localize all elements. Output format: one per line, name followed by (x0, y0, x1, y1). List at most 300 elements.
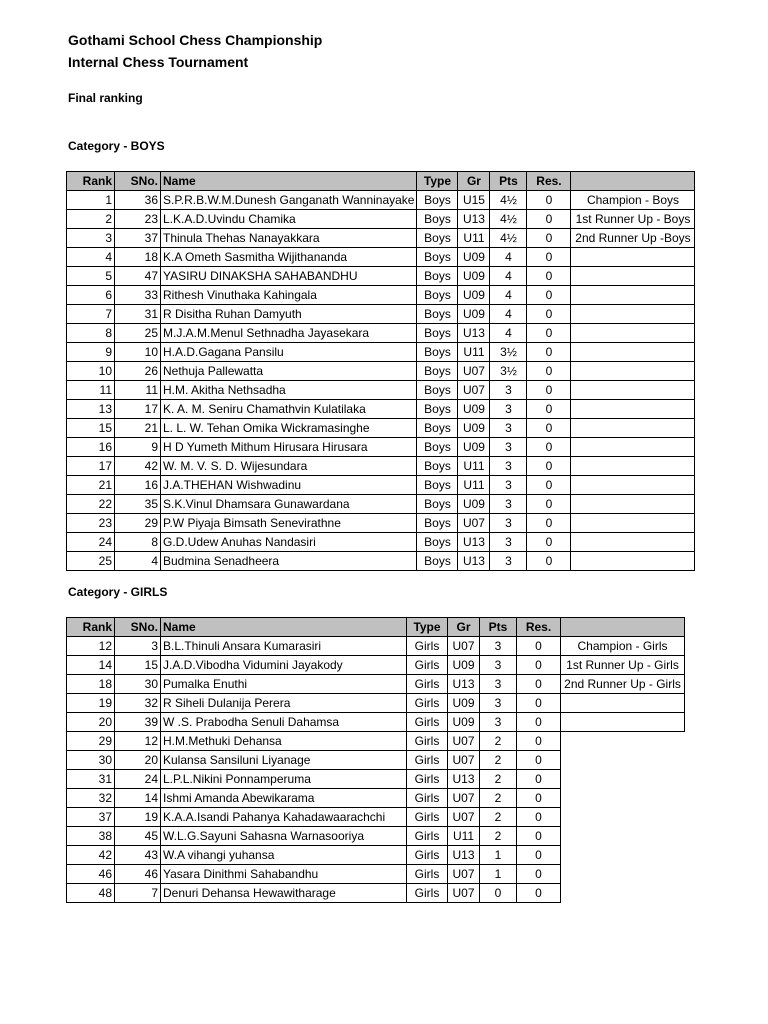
points-cell: 2 (480, 751, 517, 770)
grade-cell: U09 (458, 305, 490, 324)
result-cell: 0 (527, 533, 571, 552)
rank-cell: 13 (67, 400, 115, 419)
result-cell: 0 (527, 191, 571, 210)
category-girls-label: Category - GIRLS (68, 585, 168, 599)
boys-ranking-table (66, 171, 695, 571)
name-cell: W .S. Prabodha Senuli Dahamsa (161, 713, 407, 732)
grade-cell: U13 (458, 533, 490, 552)
name-cell: R Disitha Ruhan Damyuth (161, 305, 417, 324)
points-cell: 3 (490, 514, 527, 533)
award-blank (561, 808, 685, 827)
result-cell: 0 (527, 362, 571, 381)
sno-cell: 10 (115, 343, 161, 362)
type-cell: Boys (417, 324, 458, 343)
result-cell: 0 (527, 381, 571, 400)
award-cell (571, 552, 695, 571)
sno-cell: 20 (115, 751, 161, 770)
sno-cell: 4 (115, 552, 161, 571)
result-cell: 0 (527, 552, 571, 571)
result-cell: 0 (517, 808, 561, 827)
header-gr: Gr (448, 618, 480, 637)
sno-cell: 3 (115, 637, 161, 656)
table-row (67, 552, 695, 571)
award-cell: Champion - Girls (561, 637, 685, 656)
rank-cell: 42 (67, 846, 115, 865)
grade-cell: U07 (448, 751, 480, 770)
type-cell: Girls (407, 884, 448, 903)
type-cell: Girls (407, 865, 448, 884)
table-row (67, 713, 685, 732)
points-cell: 0 (480, 884, 517, 903)
name-cell: L. L. W. Tehan Omika Wickramasinghe (161, 419, 417, 438)
result-cell: 0 (517, 751, 561, 770)
result-cell: 0 (527, 457, 571, 476)
type-cell: Girls (407, 827, 448, 846)
name-cell: S.K.Vinul Dhamsara Gunawardana (161, 495, 417, 514)
award-cell: 2nd Runner Up - Girls (561, 675, 685, 694)
points-cell: 4 (490, 305, 527, 324)
type-cell: Girls (407, 675, 448, 694)
rank-cell: 21 (67, 476, 115, 495)
points-cell: 3 (490, 533, 527, 552)
sno-cell: 24 (115, 770, 161, 789)
points-cell: 2 (480, 732, 517, 751)
grade-cell: U07 (458, 362, 490, 381)
header-gr: Gr (458, 172, 490, 191)
sno-cell: 23 (115, 210, 161, 229)
name-cell: W. M. V. S. D. Wijesundara (161, 457, 417, 476)
sno-cell: 11 (115, 381, 161, 400)
points-cell: 4½ (490, 191, 527, 210)
grade-cell: U07 (448, 732, 480, 751)
result-cell: 0 (527, 267, 571, 286)
name-cell: Denuri Dehansa Hewawitharage (161, 884, 407, 903)
rank-cell: 46 (67, 865, 115, 884)
grade-cell: U11 (458, 343, 490, 362)
table-row (67, 191, 695, 210)
award-cell (571, 400, 695, 419)
type-cell: Boys (417, 362, 458, 381)
table-row (67, 808, 685, 827)
grade-cell: U13 (448, 770, 480, 789)
type-cell: Boys (417, 495, 458, 514)
grade-cell: U11 (458, 476, 490, 495)
grade-cell: U09 (448, 656, 480, 675)
award-cell (561, 694, 685, 713)
rank-cell: 31 (67, 770, 115, 789)
result-cell: 0 (527, 324, 571, 343)
type-cell: Boys (417, 419, 458, 438)
table-row (67, 751, 685, 770)
type-cell: Boys (417, 381, 458, 400)
rank-cell: 38 (67, 827, 115, 846)
award-cell: 2nd Runner Up -Boys (571, 229, 695, 248)
rank-cell: 24 (67, 533, 115, 552)
result-cell: 0 (527, 305, 571, 324)
sno-cell: 16 (115, 476, 161, 495)
name-cell: Pumalka Enuthi (161, 675, 407, 694)
name-cell: S.P.R.B.W.M.Dunesh Ganganath Wanninayake (161, 191, 417, 210)
name-cell: W.A vihangi yuhansa (161, 846, 407, 865)
result-cell: 0 (517, 637, 561, 656)
grade-cell: U11 (458, 457, 490, 476)
type-cell: Girls (407, 808, 448, 827)
result-cell: 0 (527, 210, 571, 229)
table-row (67, 267, 695, 286)
page-title: Gothami School Chess Championship (68, 32, 323, 48)
award-cell: 1st Runner Up - Boys (571, 210, 695, 229)
sno-cell: 46 (115, 865, 161, 884)
girls-ranking-table (66, 617, 685, 903)
sno-cell: 7 (115, 884, 161, 903)
award-cell (561, 713, 685, 732)
type-cell: Boys (417, 210, 458, 229)
table-header-row (67, 618, 685, 637)
grade-cell: U13 (448, 846, 480, 865)
grade-cell: U07 (448, 865, 480, 884)
sno-cell: 9 (115, 438, 161, 457)
header-sno: SNo. (115, 618, 161, 637)
header-res: Res. (517, 618, 561, 637)
award-cell (571, 267, 695, 286)
sno-cell: 33 (115, 286, 161, 305)
rank-cell: 5 (67, 267, 115, 286)
points-cell: 4 (490, 286, 527, 305)
points-cell: 3 (490, 552, 527, 571)
table-row (67, 476, 695, 495)
table-row (67, 789, 685, 808)
grade-cell: U09 (458, 495, 490, 514)
name-cell: R Siheli Dulanija Perera (161, 694, 407, 713)
table-row (67, 637, 685, 656)
header-res: Res. (527, 172, 571, 191)
table-row (67, 324, 695, 343)
award-blank (561, 865, 685, 884)
table-row (67, 865, 685, 884)
rank-cell: 22 (67, 495, 115, 514)
name-cell: K.A.A.Isandi Pahanya Kahadawaarachchi (161, 808, 407, 827)
name-cell: Rithesh Vinuthaka Kahingala (161, 286, 417, 305)
points-cell: 3 (480, 675, 517, 694)
type-cell: Boys (417, 229, 458, 248)
name-cell: Budmina Senadheera (161, 552, 417, 571)
rank-cell: 8 (67, 324, 115, 343)
award-blank (561, 827, 685, 846)
sno-cell: 25 (115, 324, 161, 343)
points-cell: 3 (490, 381, 527, 400)
table-row (67, 229, 695, 248)
header-type: Type (417, 172, 458, 191)
type-cell: Girls (407, 846, 448, 865)
rank-cell: 12 (67, 637, 115, 656)
grade-cell: U13 (458, 324, 490, 343)
rank-cell: 10 (67, 362, 115, 381)
table-row (67, 514, 695, 533)
grade-cell: U07 (448, 637, 480, 656)
type-cell: Boys (417, 248, 458, 267)
grade-cell: U09 (458, 248, 490, 267)
points-cell: 4 (490, 324, 527, 343)
table-row (67, 533, 695, 552)
sno-cell: 14 (115, 789, 161, 808)
grade-cell: U13 (458, 210, 490, 229)
result-cell: 0 (527, 514, 571, 533)
table-row (67, 286, 695, 305)
type-cell: Boys (417, 438, 458, 457)
sno-cell: 21 (115, 419, 161, 438)
result-cell: 0 (527, 400, 571, 419)
type-cell: Boys (417, 533, 458, 552)
name-cell: P.W Piyaja Bimsath Senevirathne (161, 514, 417, 533)
award-cell (571, 248, 695, 267)
name-cell: H.M. Akitha Nethsadha (161, 381, 417, 400)
grade-cell: U11 (458, 229, 490, 248)
result-cell: 0 (517, 827, 561, 846)
award-cell (571, 305, 695, 324)
rank-cell: 20 (67, 713, 115, 732)
points-cell: 4 (490, 267, 527, 286)
name-cell: W.L.G.Sayuni Sahasna Warnasooriya (161, 827, 407, 846)
result-cell: 0 (517, 732, 561, 751)
grade-cell: U09 (458, 438, 490, 457)
grade-cell: U07 (458, 514, 490, 533)
header-sno: SNo. (115, 172, 161, 191)
result-cell: 0 (527, 229, 571, 248)
result-cell: 0 (527, 286, 571, 305)
result-cell: 0 (517, 770, 561, 789)
name-cell: Thinula Thehas Nanayakkara (161, 229, 417, 248)
table-row (67, 884, 685, 903)
points-cell: 2 (480, 770, 517, 789)
result-cell: 0 (527, 495, 571, 514)
rank-cell: 14 (67, 656, 115, 675)
rank-cell: 25 (67, 552, 115, 571)
award-cell (571, 476, 695, 495)
type-cell: Boys (417, 267, 458, 286)
grade-cell: U09 (458, 400, 490, 419)
award-cell (571, 457, 695, 476)
award-blank (561, 846, 685, 865)
table-row (67, 656, 685, 675)
points-cell: 2 (480, 789, 517, 808)
grade-cell: U07 (448, 789, 480, 808)
type-cell: Boys (417, 400, 458, 419)
type-cell: Boys (417, 343, 458, 362)
result-cell: 0 (517, 713, 561, 732)
name-cell: G.D.Udew Anuhas Nandasiri (161, 533, 417, 552)
table-row (67, 675, 685, 694)
table-row (67, 305, 695, 324)
name-cell: M.J.A.M.Menul Sethnadha Jayasekara (161, 324, 417, 343)
grade-cell: U07 (448, 884, 480, 903)
grade-cell: U09 (448, 694, 480, 713)
award-cell (571, 286, 695, 305)
points-cell: 3 (490, 438, 527, 457)
sno-cell: 43 (115, 846, 161, 865)
rank-cell: 2 (67, 210, 115, 229)
sno-cell: 31 (115, 305, 161, 324)
award-blank (561, 732, 685, 751)
award-cell (571, 438, 695, 457)
header-rank: Rank (67, 172, 115, 191)
points-cell: 3 (480, 713, 517, 732)
award-cell (571, 343, 695, 362)
sno-cell: 36 (115, 191, 161, 210)
name-cell: K.A Ometh Sasmitha Wijithananda (161, 248, 417, 267)
header-name: Name (161, 618, 407, 637)
award-blank (561, 770, 685, 789)
result-cell: 0 (527, 419, 571, 438)
name-cell: Nethuja Pallewatta (161, 362, 417, 381)
sno-cell: 42 (115, 457, 161, 476)
type-cell: Girls (407, 732, 448, 751)
award-cell (571, 324, 695, 343)
rank-cell: 15 (67, 419, 115, 438)
sno-cell: 17 (115, 400, 161, 419)
points-cell: 3 (480, 656, 517, 675)
type-cell: Girls (407, 656, 448, 675)
grade-cell: U13 (458, 552, 490, 571)
type-cell: Boys (417, 514, 458, 533)
name-cell: J.A.THEHAN Wishwadinu (161, 476, 417, 495)
header-type: Type (407, 618, 448, 637)
type-cell: Boys (417, 305, 458, 324)
rank-cell: 16 (67, 438, 115, 457)
table-row (67, 732, 685, 751)
header-blank (561, 618, 685, 637)
grade-cell: U09 (448, 713, 480, 732)
type-cell: Girls (407, 751, 448, 770)
award-cell: 1st Runner Up - Girls (561, 656, 685, 675)
grade-cell: U07 (448, 808, 480, 827)
points-cell: 3½ (490, 343, 527, 362)
sno-cell: 30 (115, 675, 161, 694)
rank-cell: 48 (67, 884, 115, 903)
table-row (67, 438, 695, 457)
name-cell: L.K.A.D.Uvindu Chamika (161, 210, 417, 229)
type-cell: Girls (407, 770, 448, 789)
table-row (67, 846, 685, 865)
points-cell: 3 (490, 457, 527, 476)
name-cell: L.P.L.Nikini Ponnamperuma (161, 770, 407, 789)
award-blank (561, 884, 685, 903)
name-cell: H.M.Methuki Dehansa (161, 732, 407, 751)
result-cell: 0 (517, 694, 561, 713)
sno-cell: 47 (115, 267, 161, 286)
award-cell (571, 495, 695, 514)
final-ranking-label: Final ranking (68, 91, 143, 105)
table-row (67, 248, 695, 267)
table-row (67, 343, 695, 362)
points-cell: 1 (480, 846, 517, 865)
type-cell: Girls (407, 637, 448, 656)
table-row (67, 419, 695, 438)
points-cell: 3 (490, 400, 527, 419)
result-cell: 0 (517, 846, 561, 865)
rank-cell: 30 (67, 751, 115, 770)
points-cell: 2 (480, 808, 517, 827)
sno-cell: 12 (115, 732, 161, 751)
table-row (67, 694, 685, 713)
result-cell: 0 (527, 438, 571, 457)
result-cell: 0 (527, 476, 571, 495)
sno-cell: 37 (115, 229, 161, 248)
points-cell: 4½ (490, 210, 527, 229)
sno-cell: 39 (115, 713, 161, 732)
award-cell (571, 419, 695, 438)
result-cell: 0 (517, 675, 561, 694)
table-row (67, 400, 695, 419)
points-cell: 4 (490, 248, 527, 267)
grade-cell: U09 (458, 419, 490, 438)
grade-cell: U11 (448, 827, 480, 846)
points-cell: 1 (480, 865, 517, 884)
result-cell: 0 (517, 884, 561, 903)
award-blank (561, 751, 685, 770)
rank-cell: 11 (67, 381, 115, 400)
award-cell (571, 362, 695, 381)
points-cell: 3½ (490, 362, 527, 381)
name-cell: YASIRU DINAKSHA SAHABANDHU (161, 267, 417, 286)
table-row (67, 457, 695, 476)
name-cell: Ishmi Amanda Abewikarama (161, 789, 407, 808)
rank-cell: 9 (67, 343, 115, 362)
type-cell: Girls (407, 694, 448, 713)
award-cell (571, 533, 695, 552)
table-row (67, 381, 695, 400)
award-blank (561, 789, 685, 808)
header-pts: Pts (490, 172, 527, 191)
result-cell: 0 (517, 789, 561, 808)
type-cell: Girls (407, 713, 448, 732)
page-subtitle: Internal Chess Tournament (68, 54, 249, 70)
table-row (67, 362, 695, 381)
type-cell: Girls (407, 789, 448, 808)
award-cell: Champion - Boys (571, 191, 695, 210)
sno-cell: 18 (115, 248, 161, 267)
name-cell: J.A.D.Vibodha Vidumini Jayakody (161, 656, 407, 675)
rank-cell: 32 (67, 789, 115, 808)
category-boys-label: Category - BOYS (68, 139, 165, 153)
rank-cell: 1 (67, 191, 115, 210)
rank-cell: 6 (67, 286, 115, 305)
sno-cell: 32 (115, 694, 161, 713)
table-row (67, 495, 695, 514)
grade-cell: U07 (458, 381, 490, 400)
rank-cell: 17 (67, 457, 115, 476)
points-cell: 3 (480, 637, 517, 656)
sno-cell: 19 (115, 808, 161, 827)
name-cell: K. A. M. Seniru Chamathvin Kulatilaka (161, 400, 417, 419)
points-cell: 2 (480, 827, 517, 846)
rank-cell: 29 (67, 732, 115, 751)
type-cell: Boys (417, 552, 458, 571)
table-header-row (67, 172, 695, 191)
grade-cell: U15 (458, 191, 490, 210)
sno-cell: 15 (115, 656, 161, 675)
grade-cell: U13 (448, 675, 480, 694)
award-cell (571, 514, 695, 533)
sno-cell: 8 (115, 533, 161, 552)
result-cell: 0 (517, 656, 561, 675)
type-cell: Boys (417, 476, 458, 495)
type-cell: Boys (417, 191, 458, 210)
rank-cell: 3 (67, 229, 115, 248)
points-cell: 4½ (490, 229, 527, 248)
table-row (67, 827, 685, 846)
rank-cell: 4 (67, 248, 115, 267)
rank-cell: 18 (67, 675, 115, 694)
